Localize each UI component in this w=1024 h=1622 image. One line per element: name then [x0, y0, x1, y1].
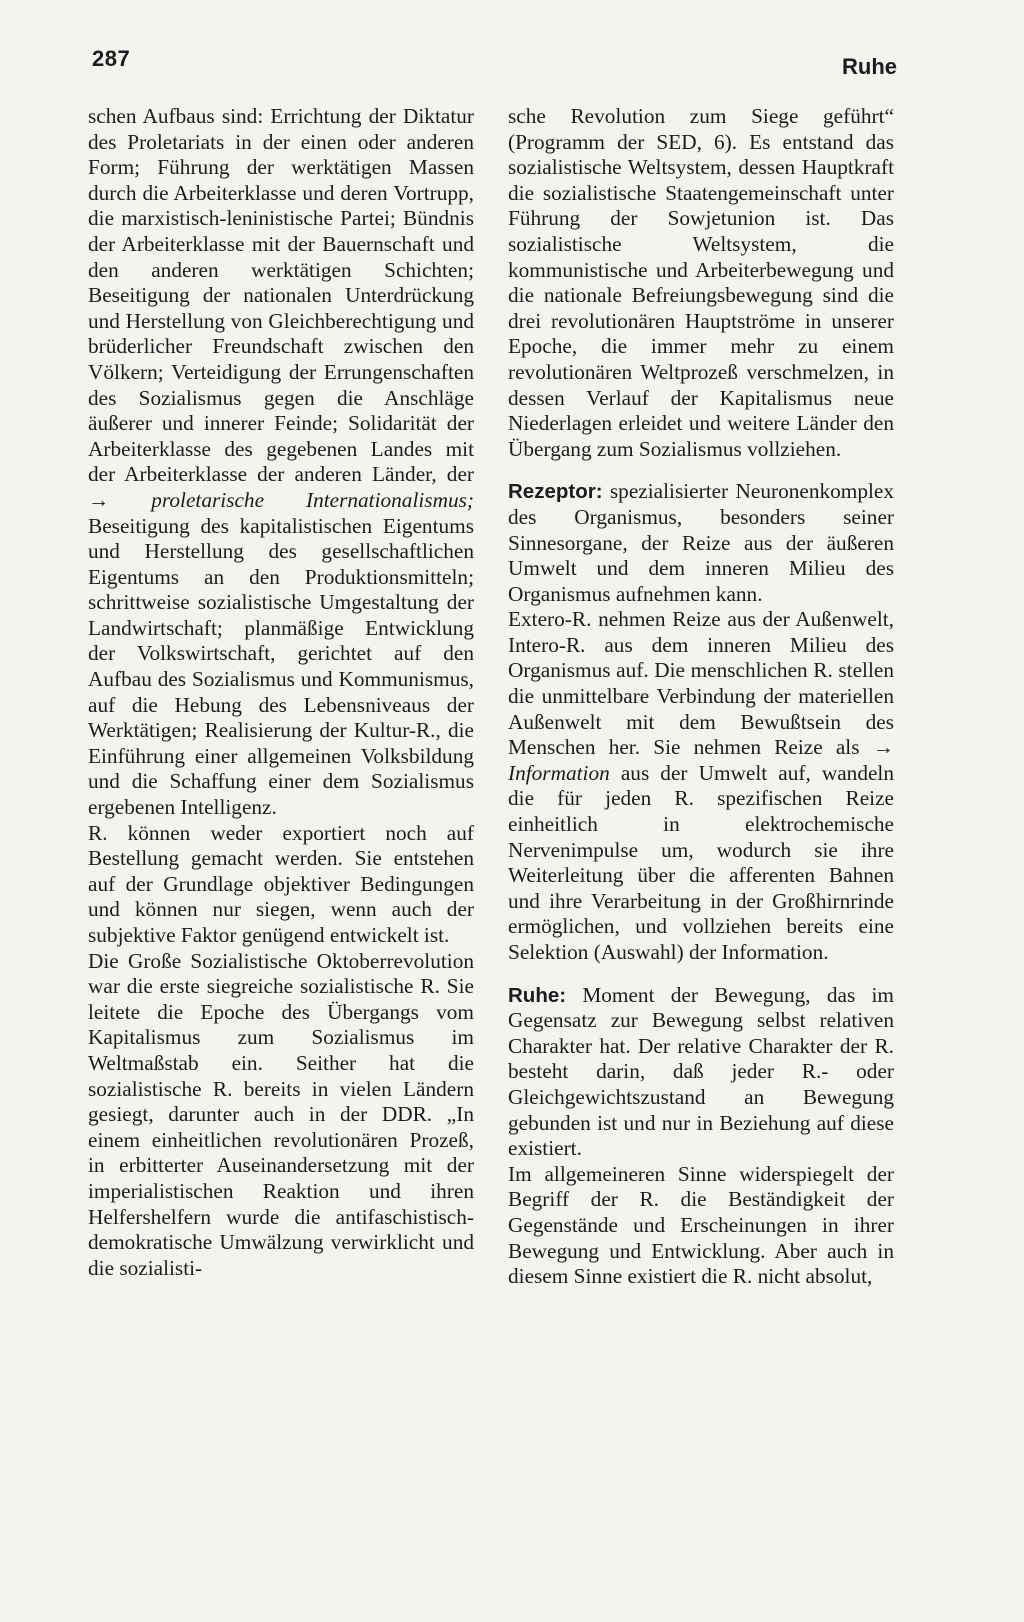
text-run: schen Aufbaus sind: Errichtung der Diktatur des Proletariats in der einen oder anderen Form; Führung der werktätigen Massen durch die Arbeiterklasse und deren Vortrupp, die marxistisch-leninistische Partei; Bündnis der Arbeiterklasse mit der Bauernschaft und den anderen werktätigen Schichten; Beseitigung der nationalen Unterdrückung und Herstellung von Gleichberechtigung und brüderlicher Freundschaft zwischen den Völkern; Verteidigung der Errungenschaften des Sozialismus gegen die Anschläge äußerer und innerer Feinde; Solidarität der Arbeiterklasse des gegebenen Landes mit der Arbeiterklasse der anderen Länder, der — [88, 104, 474, 487]
definition-text: spezialisierter Neuronenkomplex des Organismus, besonders seiner Sinnesorgane, der Reize aus der äußeren Umwelt und dem inneren Milieu des Organismus aufnehmen kann. — [508, 479, 894, 606]
paragraph — [88, 104, 474, 821]
running-head: Ruhe — [842, 54, 897, 79]
text-run: Beseitigung des kapitalistischen Eigentums und Herstellung des gesellschaftlichen Eigentums an den Produktionsmitteln; schrittweise sozialistische Umgestaltung der Landwirtschaft; planmäßige Entwicklung der Volkswirtschaft, gerichtet auf den Aufbau des Sozialismus und Kommunismus, auf die Hebung des Lebensniveaus der Werktätigen; Realisierung der Kultur-R., die Einführung einer allgemeinen Volksbildung und die Schaffung einer dem Sozialismus ergebenen Intelligenz. — [88, 513, 474, 820]
definition-text: Moment der Bewegung, das im Gegensatz zur Bewegung selbst relativen Charakter hat. Der relative Charakter der R. besteht darin, daß jeder R.- oder Gleichgewichtszustand an Bewegung gebunden ist und nur in Beziehung auf diese existiert. — [508, 982, 894, 1161]
page-number: 287 — [92, 46, 131, 71]
text-run: aus der Umwelt auf, wandeln die für jeden R. spezifischen Reize einheitlich in elektrochemische Nervenimpulse um, wodurch sie ihre Weiterleitung über die afferenten Bahnen und ihre Verarbeitung in der Großhirnrinde ermöglichen, und vollziehen bereits eine Selektion (Auswahl) der Information. — [508, 760, 894, 964]
headword: Rezeptor: — [508, 480, 603, 504]
paragraph: sche Revolution zum Siege geführt“ (Programm der SED, 6). Es entstand das sozialistische Weltsystem, dessen Hauptkraft die sozialistische Staatengemeinschaft unter Führung der Sowjetunion ist. Das sozialistische Weltsystem, die kommunistische und Arbeiterbewegung und die nationale Befreiungsbewegung sind die drei revolutionären Hauptströme in unserer Epoche, die immer mehr zu einem revolutionären Weltprozeß verschmelzen, in dessen Verlauf der Kapitalismus neue Niederlagen erleidet und weitere Länder den Übergang zum Sozialismus vollziehen. — [508, 104, 894, 461]
paragraph — [508, 607, 894, 965]
paragraph: R. können weder exportiert noch auf Bestellung gemacht werden. Sie entstehen auf der Grundlage objektiver Bedingungen und können nur siegen, wenn auch der subjektive Faktor genügend entwickelt ist. — [88, 820, 474, 947]
dictionary-entry-rezeptor — [508, 479, 894, 607]
paragraph: Im allgemeineren Sinne widerspiegelt der Begriff der R. die Beständigkeit der Gegenstände und Erscheinungen in ihrer Bewegung und Entwicklung. Aber auch in diesem Sinne existiert die R. nicht absolut, — [508, 1161, 894, 1289]
text-run: Extero-R. nehmen Reize aus der Außenwelt, Intero-R. aus dem inneren Milieu des Organismus auf. Die menschlichen R. stellen die unmittelbare Verbindung der materiellen Außenwelt mit dem Bewußtsein des Menschen her. Sie nehmen Reize als — [508, 607, 894, 760]
headword: Ruhe: — [508, 983, 567, 1007]
dictionary-entry-ruhe — [508, 983, 894, 1162]
cross-reference: → Information — [508, 735, 894, 785]
cross-reference: → proletarische Internationalismus; — [88, 487, 474, 512]
paragraph: Die Große Sozialistische Oktoberrevolution war die erste siegreiche sozialistische R. Sie leitete die Epoche des Übergangs vom Kapitalismus zum Sozialismus im Weltmaßstab ein. Seither hat die sozialistische R. bereits in vielen Ländern gesiegt, darunter auch in der DDR. „In einem einheitlichen revolutionären Prozeß, in erbitterter Auseinandersetzung mit der imperialistischen Reaktion und ihren Helfershelfern wurde die antifaschistisch-demokratische Umwälzung verwirklicht und die sozialisti- — [88, 948, 474, 1280]
left-column — [88, 104, 474, 1281]
right-column — [508, 104, 894, 1290]
